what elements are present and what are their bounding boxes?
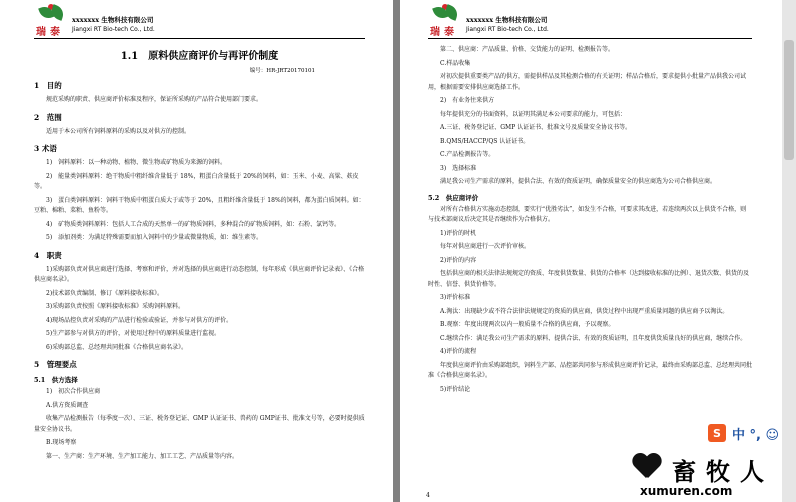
paragraph: A.三证、税务登记证、GMP 认证证书、批准文号及质量安全协议书等。 xyxy=(440,124,632,131)
ime-toolbar[interactable] xyxy=(708,422,796,444)
section-heading: 4 职责 xyxy=(34,250,62,260)
company-logo: 瑞泰 xyxy=(34,4,68,36)
duty-item: 3)采购部负责按照《原料接收标准》采购饲料原料。 xyxy=(46,303,185,310)
duty-item: 1)采购部负责对供应商进行选择、考察和评价，并对选择的供应商进行动态控制，每年形成《供应商评价记录表》、《合格供应商名录》。 xyxy=(34,265,365,283)
paragraph: 年度供应商评价由采购部组织，饲料生产部、品控部共同参与形成供应商评价记录，最终由采购部总监、总经理共同批准《合格供应商名录》。 xyxy=(428,361,753,379)
paragraph: 每年对供应商进行一次评价审核。 xyxy=(440,243,531,250)
term-item: 3) 蛋白类饲料原料：饲料干物质中粗蛋白质大于或等于 20%，且粗纤维含量低于 18%的饲料，都为蛋白质饲料。如：豆粕、棉粕、菜粕、鱼粉等。 xyxy=(34,196,365,214)
paragraph: 3)评价标准 xyxy=(440,294,471,301)
sogou-ime-icon[interactable]: S xyxy=(708,424,726,442)
document-page-left xyxy=(0,0,393,502)
document-title: 1.1 原料供应商评价与再评价制度 xyxy=(120,51,279,62)
company-logo: 瑞泰 xyxy=(428,4,462,36)
company-name-cn: xxxxxxx 生物科技有限公司 xyxy=(72,16,154,24)
duty-item: 6)采购部总监、总经理共同批准《合格供应商名录》。 xyxy=(46,343,188,351)
paragraph: 第一、生产商：生产环境、生产加工能力、加工工艺、产品质量等内容。 xyxy=(46,452,239,460)
paragraph: B.观察：年度出现两次以内一般质量不合格的供应商，予以观察。 xyxy=(440,321,615,328)
term-item: 4) 矿物质类饲料原料：包括人工合成的天然单一的矿物质饲料，多种混合的矿物质饲料，如：石粉、氯钙等。 xyxy=(46,220,341,228)
duty-item: 5)生产部参与对供方的评价，对使用过程中的原料质量进行监视。 xyxy=(46,330,221,337)
company-name-en: Jiangxi RT Bio-tech Co., Ltd. xyxy=(72,26,155,33)
paragraph: 4)评价的流程 xyxy=(440,348,477,355)
paragraph: 规范采购的职责、供应商评价标准及程序，保证所采购的产品符合使用部门要求。 xyxy=(46,96,263,103)
subsection-heading: 5.1 供方选择 xyxy=(34,376,78,384)
paragraph: 对所有合格供方实施动态控制，要实行“优胜劣汰”，如发生不合格，可要求其改进，若连续两次以上供货不合格，则与技术部商议后决定其是否继续作为合格供方。 xyxy=(428,205,747,223)
paragraph: 每年提供充分的书面资料，以证明其满足本公司要求的能力，可包括： xyxy=(440,110,627,118)
watermark-en: xumuren.com xyxy=(640,484,733,498)
term-item: 2) 能量类饲料原料：绝干物质中粗纤维含量低于 18%，粗蛋白含量低于 20%的饲料，如：玉米、小麦、高粱、麸皮等。 xyxy=(34,172,359,190)
paragraph: 满足我公司生产需求的原料，提供合法、有效的资质证明，确保质量安全的供应商选为公司合格供应商。 xyxy=(440,178,717,185)
paragraph: 5)评价结论 xyxy=(440,385,471,393)
company-name-cn: xxxxxxx 生物科技有限公司 xyxy=(466,16,548,24)
list-item: A.供方资质调查 xyxy=(46,401,89,409)
paragraph: 2)评价的内容 xyxy=(440,256,477,264)
watermark-cn: 畜牧人 xyxy=(672,457,774,486)
paragraph: 收集产品检测报告（每季度一次）、三证、税务登记证、GMP 认证证书、兽药的 GMP证书、批准文号等，必要时提供质量安全协议书。 xyxy=(34,415,365,433)
company-name-en: Jiangxi RT Bio-tech Co., Ltd. xyxy=(466,26,549,33)
paragraph: 第二、供应商：产品质量、价格、交货能力的证明、检测报告等。 xyxy=(440,46,615,53)
paragraph: 包括供应商的相关法律法规规定的资质、年度供货数量、供货的合格率（达到接收标准的比例）、退货次数、供货的及时性、信誉、供货价格等。 xyxy=(428,270,750,288)
section-heading: 2 范围 xyxy=(34,112,62,122)
subsection-heading: 5.2 供应商评价 xyxy=(428,193,479,202)
list-item: 1) 初次合作供应商 xyxy=(46,388,101,395)
paragraph: 对初次提供重要类产品的供方，需提供样品及其检测合格的有关证明；样品合格后，要求提供小批量产品供我公司试用，根据需要安排供应商选择工作。 xyxy=(428,73,747,91)
term-item: 1) 饲料原料：以一种动物、植物、微生物或矿物质为来源的饲料。 xyxy=(46,159,227,166)
paragraph: 3) 选择标准 xyxy=(440,164,477,172)
list-item: B.现场考察 xyxy=(46,439,77,446)
document-number: 编号：HR-JRT20170101 xyxy=(249,68,315,74)
page-header xyxy=(34,4,365,39)
section-heading: 3 术语 xyxy=(34,144,57,153)
page-number: 4 xyxy=(426,492,430,499)
section-heading: 1 目的 xyxy=(34,81,62,90)
paragraph: C.样品收集 xyxy=(440,59,471,67)
paragraph: 适用于本公司所有饲料原料的采购以及对供方的控制。 xyxy=(46,127,191,135)
page-header xyxy=(428,4,752,39)
paragraph: A.淘汰：出现缺少或不符合法律法规规定的资质的供应商，供货过程中出现严重质量问题的供应商予以淘汰。 xyxy=(440,307,729,315)
duty-item: 4)现场品控负责对采购的产品进行检验或验证，并参与对供方的评价。 xyxy=(46,316,233,324)
duty-item: 2)技术部负责编制、修订《原料接收标准》。 xyxy=(46,289,164,297)
scrollbar-thumb[interactable] xyxy=(784,40,794,160)
paragraph: C.继续合作：满足我公司生产需求的原料、提供合法、有效的资质证明，且年度供货质量良好的供应商，继续合作。 xyxy=(440,334,747,342)
heart-icon xyxy=(632,454,662,480)
paragraph: 2) 有业务往来供方 xyxy=(440,97,495,104)
section-heading: 5 管理要点 xyxy=(34,360,77,369)
paragraph: 1)评价的时机 xyxy=(440,229,477,237)
term-item: 5) 添加剂类：为满足特殊需要而加入饲料中的少量或微量物质，如：维生素等。 xyxy=(46,234,263,241)
ime-mode-glyphs[interactable]: 中 °, ☺ xyxy=(732,427,780,443)
site-watermark xyxy=(628,446,796,502)
paragraph: B.QMS/HACCP/QS 认证证书。 xyxy=(440,137,530,145)
paragraph: C.产品检测报告等。 xyxy=(440,151,495,158)
